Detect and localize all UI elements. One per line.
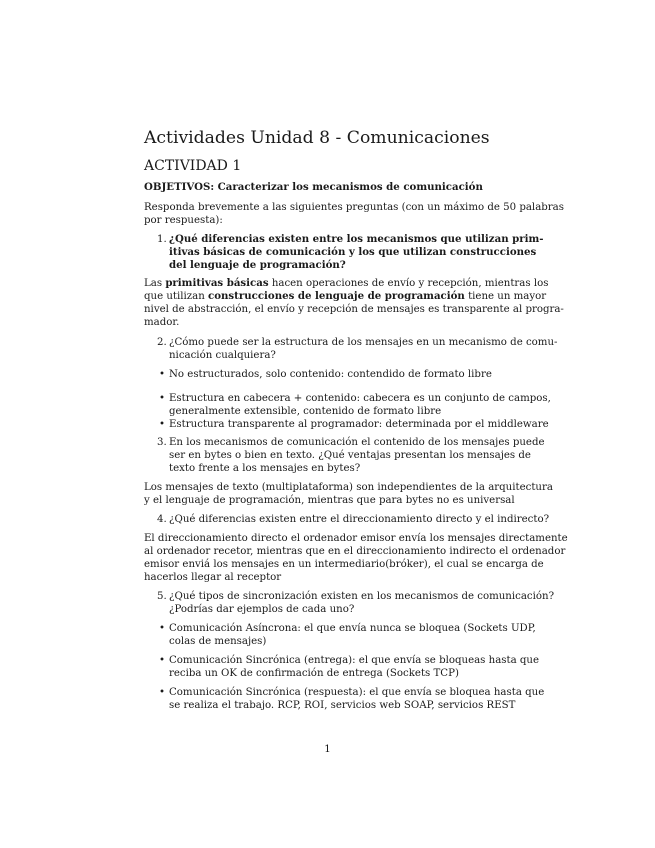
document-title: Actividades Unidad 8 - Comunicaciones — [144, 128, 490, 148]
page-number: 1 — [324, 744, 331, 755]
bullet-icon: • — [159, 419, 166, 430]
objectives-heading: OBJETIVOS: Caracterizar los mecanismos de comunicación — [144, 181, 483, 193]
activity-heading: ACTIVIDAD 1 — [144, 158, 242, 174]
q5-bullet-item: Comunicación Sincrónica (respuesta): el que envía se bloquea hasta que se realiza el trabajo. RCP, ROI, servicios web SOAP, servicios REST — [169, 687, 545, 711]
answer-4-paragraph: El direccionamiento directo el ordenador emisor envía los mensajes directamente al ordenador recetor, mientras que en el direccionamiento indirecto el ordenador emisor enviá los mensajes en un intermediario(bróker), el cual se encarga de hacerlos llegar al receptor — [144, 533, 568, 583]
intro-paragraph: Responda brevemente a las siguientes preguntas (con un máximo de 50 palabras por respuesta): — [144, 202, 564, 226]
question-5-text: ¿Qué tipos de sincronización existen en los mecanismos de comunicación? ¿Podrías dar ejemplos de cada uno? — [169, 591, 555, 615]
bullet-icon: • — [159, 623, 166, 634]
question-5-number: 5. — [157, 591, 167, 602]
q2-bullet-item: Estructura transparente al programador: determinada por el middleware — [169, 419, 549, 430]
answer-1-paragraph: Las primitivas básicas hacen operaciones de envío y recepción, mientras los que utilizan construcciones de lenguaje de programación tiene un mayor nivel de abstracción, el envío y recepción de mensajes es transparente al progra- mador. — [144, 277, 564, 328]
q5-bullet-item: Comunicación Sincrónica (entrega): el que envía se bloqueas hasta que reciba un OK de confirmación de entrega (Sockets TCP) — [169, 655, 540, 679]
bullet-icon: • — [159, 369, 166, 380]
bullet-icon: • — [159, 687, 166, 698]
question-3-text: En los mecanismos de comunicación el contenido de los mensajes puede ser en bytes o bien en texto. ¿Qué ventajas presentan los mensajes de texto frente a los mensajes en bytes? — [169, 437, 545, 474]
answer-3-paragraph: Los mensajes de texto (multiplataforma) son independientes de la arquitectura y el lenguaje de programación, mientras que para bytes no es universal — [144, 482, 553, 506]
q5-bullet-item: Comunicación Asíncrona: el que envía nunca se bloquea (Sockets UDP, colas de mensajes) — [169, 623, 536, 647]
bullet-icon: • — [159, 393, 166, 404]
question-2-number: 2. — [157, 337, 167, 348]
question-1-text: ¿Qué diferencias existen entre los mecanismos que utilizan prim- itivas básicas de comunicación y los que utilizan construcciones del lenguaje de programación? — [169, 233, 544, 271]
question-3-number: 3. — [157, 437, 167, 448]
q2-bullet-item: No estructurados, solo contenido: contendido de formato libre — [169, 369, 492, 380]
bullet-icon: • — [159, 655, 166, 666]
q2-bullet-item: Estructura en cabecera + contenido: cabecera es un conjunto de campos, generalmente extensible, contenido de formato libre — [169, 393, 551, 417]
question-2-text: ¿Cómo puede ser la estructura de los mensajes en un mecanismo de comu- nicación cualquiera? — [169, 337, 558, 361]
question-1-number: 1. — [157, 234, 167, 245]
question-4-number: 4. — [157, 514, 167, 525]
question-4-text: ¿Qué diferencias existen entre el direccionamiento directo y el indirecto? — [169, 514, 550, 525]
